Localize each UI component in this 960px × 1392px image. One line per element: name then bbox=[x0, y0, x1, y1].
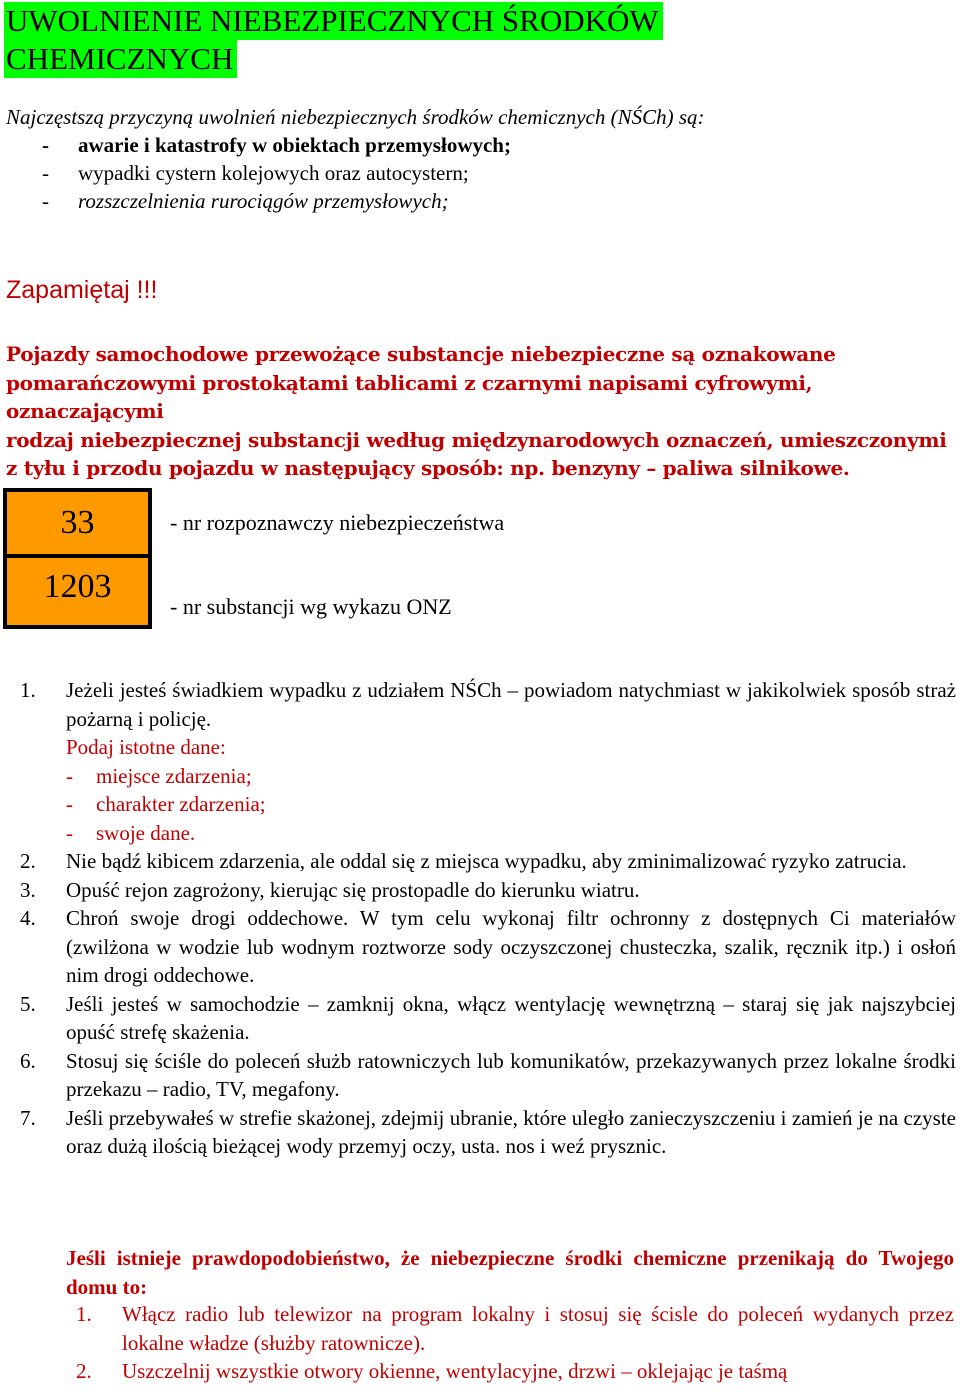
hazard-number: 33 bbox=[60, 504, 95, 541]
step-item: 1. Włącz radio lub telewizor na program lokalny i stosuj się ścisle do poleceń wydanych przez lokalne władze (służby ratownicze). bbox=[76, 1302, 954, 1355]
important-list bbox=[66, 762, 956, 848]
title-line-1: UWOLNIENIE NIEBEZPIECZNYCH ŚRODKÓW bbox=[4, 2, 663, 40]
list-item: - awarie i katastrofy w obiektach przemysłowych; bbox=[42, 133, 511, 157]
substance-number: 1203 bbox=[43, 568, 112, 605]
title-line-2: CHEMICZNYCH bbox=[4, 40, 237, 78]
list-item: - charakter zdarzenia; bbox=[66, 792, 266, 816]
important-heading: Podaj istotne dane: bbox=[66, 735, 226, 759]
home-warning: Jeśli istnieje prawdopodobieństwo, że niebezpieczne środki chemiczne przenikają do Twojego domu to: bbox=[66, 1246, 954, 1299]
list-item: - wypadki cystern kolejowych oraz autocystern; bbox=[42, 161, 469, 185]
paragraph-line: z tyłu i przodu pojazdu w następujący sposób: np. benzyny – paliwa silnikowe. bbox=[6, 456, 850, 480]
vehicle-marking-paragraph bbox=[6, 340, 954, 483]
cause-list bbox=[6, 131, 705, 215]
document-title bbox=[4, 2, 663, 78]
hazard-plate bbox=[3, 488, 152, 629]
home-steps-list bbox=[76, 1300, 954, 1386]
list-item: - rozszczelnienia rurociągów przemysłowych; bbox=[42, 189, 449, 213]
step-item: 6. Stosuj się ściśle do poleceń służb ratowniczych lub komunikatów, przekazywanych przez lokalne środki przekazu – radio, TV, megafony. bbox=[20, 1048, 956, 1101]
paragraph-line: Pojazdy samochodowe przewożące substancje niebezpieczne są oznakowane bbox=[6, 342, 836, 366]
step-item: 4. Chroń swoje drogi oddechowe. W tym celu wykonaj filtr ochronny z dostępnych Ci materiałów (zwilżona w wodzie lub wodnym roztworze sody oczyszczonej chusteczka, szalik, ręcznik itp.) i osłoń nim drogi oddechowe. bbox=[20, 906, 956, 987]
intro-lead: Najczęstszą przyczyną uwolnień niebezpiecznych środków chemicznych (NŚCh) są: bbox=[6, 105, 705, 129]
list-item: - swoje dane. bbox=[66, 820, 196, 845]
substance-number-label: - nr substancji wg wykazu ONZ bbox=[170, 594, 452, 619]
plate-divider bbox=[7, 554, 148, 558]
step-item: 7. Jeśli przebywałeś w strefie skażonej, zdejmij ubranie, które uległo zanieczyszczeniu i zamień je na czyste oraz dużą ilością bieżącej wody przemyj oczy, usta. nos i weź prysznic. bbox=[20, 1105, 956, 1158]
procedure-list bbox=[20, 676, 956, 1161]
step-item: 3. Opuść rejon zagrożony, kierując się prostopadle do kierunku wiatru. bbox=[20, 877, 640, 902]
step-item: 1. Jeżeli jesteś świadkiem wypadku z udziałem NŚCh – powiadom natychmiast w jakikolwiek sposób straż pożarną i policję. Podaj istotne dane: - miejsce zdarzenia; - charakter zdarzenia; - swoje dane. bbox=[20, 676, 956, 847]
hazard-number-label: - nr rozpoznawczy niebezpieczeństwa bbox=[170, 510, 505, 535]
paragraph-line: rodzaj niebezpiecznej substancji według międzynarodowych oznaczeń, umieszczonymi bbox=[6, 427, 947, 452]
list-item: - miejsce zdarzenia; bbox=[66, 763, 252, 788]
step-item: 2. Uszczelnij wszystkie otwory okienne, wentylacyjne, drzwi – oklejając je taśmą bbox=[76, 1359, 788, 1383]
paragraph-line: pomarańczowymi prostokątami tablicami z czarnymi napisami cyfrowymi, oznaczającymi bbox=[6, 370, 813, 423]
step-item: 5. Jeśli jesteś w samochodzie – zamknij okna, włącz wentylację wewnętrzną – staraj się jak najszybciej opuść strefę skażenia. bbox=[20, 991, 956, 1044]
remember-heading: Zapamiętaj !!! bbox=[6, 276, 158, 304]
intro-section bbox=[6, 103, 705, 215]
step-item: 2. Nie bądź kibicem zdarzenia, ale oddal się z miejsca wypadku, aby zminimalizować ryzyko zatrucia. bbox=[20, 849, 907, 873]
